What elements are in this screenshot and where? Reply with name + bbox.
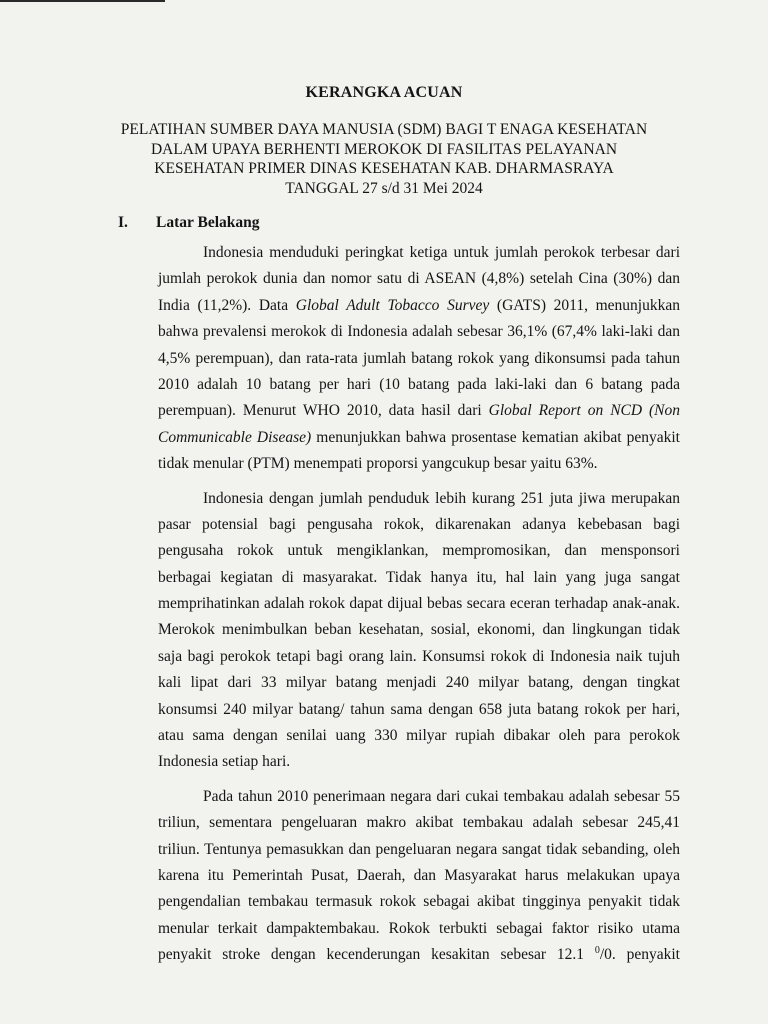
text-run: perempuan). Menurut WHO 2010, data hasil dari	[158, 402, 489, 420]
subtitle-line: TANGGAL 27 s/d 31 Mei 2024	[285, 179, 483, 197]
subtitle-line: PELATIHAN SUMBER DAYA MANUSIA (SDM) BAGI T ENAGA KESEHATAN	[120, 121, 648, 138]
text-line: triliun. Tentunya pemasukkan dan pengeluaran negara sangat tidak sebanding, oleh	[158, 840, 680, 858]
text-line: saja bagi perokok tetapi bagi orang lain. Konsumsi rokok di Indonesia naik tujuh	[158, 647, 680, 665]
document-subtitle	[90, 120, 678, 198]
paragraph-3	[158, 784, 680, 969]
text-line: jumlah perokok dunia dan nomor satu di ASEAN (4,8%) setelah Cina (30%) dan	[158, 270, 680, 288]
text-line: 2010 adalah 10 batang per hari (10 batang pada laki-laki dan 6 batang pada	[158, 375, 680, 393]
text-line	[158, 398, 680, 424]
text-line: atau sama dengan senilai uang 330 milyar rupiah dibakar oleh para perokok	[158, 727, 680, 745]
text-line: tidak menular (PTM) menempati proporsi yangcukup besar yaitu 63%.	[158, 455, 598, 473]
text-line: Indonesia setiap hari.	[158, 753, 291, 771]
text-line: Indonesia dengan jumlah penduduk lebih kurang 251 juta jiwa merupakan	[203, 489, 680, 507]
section-heading	[118, 214, 260, 232]
top-edge-rule	[0, 0, 165, 2]
text-line: menular terkait dampaktembakau. Rokok terbukti sebagai faktor risiko utama	[158, 919, 680, 937]
italic-text-run: Communicable Disease)	[158, 428, 312, 446]
text-run: (GATS) 2011, menunjukkan	[489, 296, 680, 314]
subtitle-line: DALAM UPAYA BERHENTI MEROKOK DI FASILITAS PELAYANAN	[150, 140, 618, 158]
text-line: Pada tahun 2010 penerimaan negara dari cukai tembakau adalah sebesar 55	[203, 787, 680, 805]
text-line	[158, 293, 680, 319]
subtitle-line: KESEHATAN PRIMER DINAS KESEHATAN KAB. DHARMASRAYA	[154, 160, 614, 177]
body-text	[158, 240, 680, 977]
italic-text-run: Global Adult Tobacco Survey	[295, 296, 490, 314]
text-line: triliun, sementara pengeluaran makro akibat tembakau adalah sebesar 245,41	[158, 814, 680, 832]
document-title: KERANGKA ACUAN	[305, 84, 463, 101]
text-line: pengendalian tembakau termasuk rokok sebagai akibat tingginya penyakit tidak	[158, 893, 680, 911]
italic-text-run: Global Report on NCD (Non	[488, 402, 680, 420]
text-line: pasar potensial bagi pengusaha rokok, dikarenakan adanya kebebasan bagi	[158, 515, 680, 533]
text-line	[158, 425, 680, 451]
section-number: I.	[118, 214, 128, 231]
text-line: konsumsi 240 milyar batang/ tahun sama dengan 658 juta batang rokok per hari,	[158, 700, 680, 718]
text-run: menunjukkan bahwa prosentase kematian akibat penyakit	[311, 428, 680, 446]
text-line: pengusaha rokok untuk mengiklankan, mempromosikan, dan mensponsori	[158, 542, 680, 560]
text-line: Indonesia menduduki peringkat ketiga untuk jumlah perokok terbesar dari	[203, 244, 680, 261]
text-run: penyakit stroke dengan kecenderungan kesakitan sebesar 12.1	[158, 946, 595, 964]
text-line: memprihatinkan adalah rokok dapat dijual bebas secara eceran terhadap anak-anak.	[158, 595, 680, 613]
text-run: /0. penyakit	[599, 946, 680, 964]
text-line: bahwa prevalensi merokok di Indonesia adalah sebesar 36,1% (67,4% laki-laki dan	[158, 323, 680, 341]
text-line	[158, 942, 680, 968]
text-line: kali lipat dari 33 milyar batang menjadi 240 milyar batang, dengan tingkat	[158, 674, 680, 692]
text-line: berbagai kegiatan di masyarakat. Tidak hanya itu, hal lain yang juga sangat	[158, 568, 680, 586]
section-title: Latar Belakang	[156, 214, 260, 231]
paragraph-2	[158, 486, 680, 776]
text-line: Merokok menimbulkan beban kesehatan, sosial, ekonomi, dan lingkungan tidak	[158, 621, 680, 639]
text-run: India (11,2%). Data	[158, 296, 296, 314]
superscript: 0	[594, 945, 600, 957]
text-line: karena itu Pemerintah Pusat, Daerah, dan Masyarakat harus melakukan upaya	[158, 866, 680, 884]
paragraph-1	[158, 240, 680, 478]
text-line: 4,5% perempuan), dan rata-rata jumlah batang rokok yang dikonsumsi pada tahun	[158, 349, 680, 367]
